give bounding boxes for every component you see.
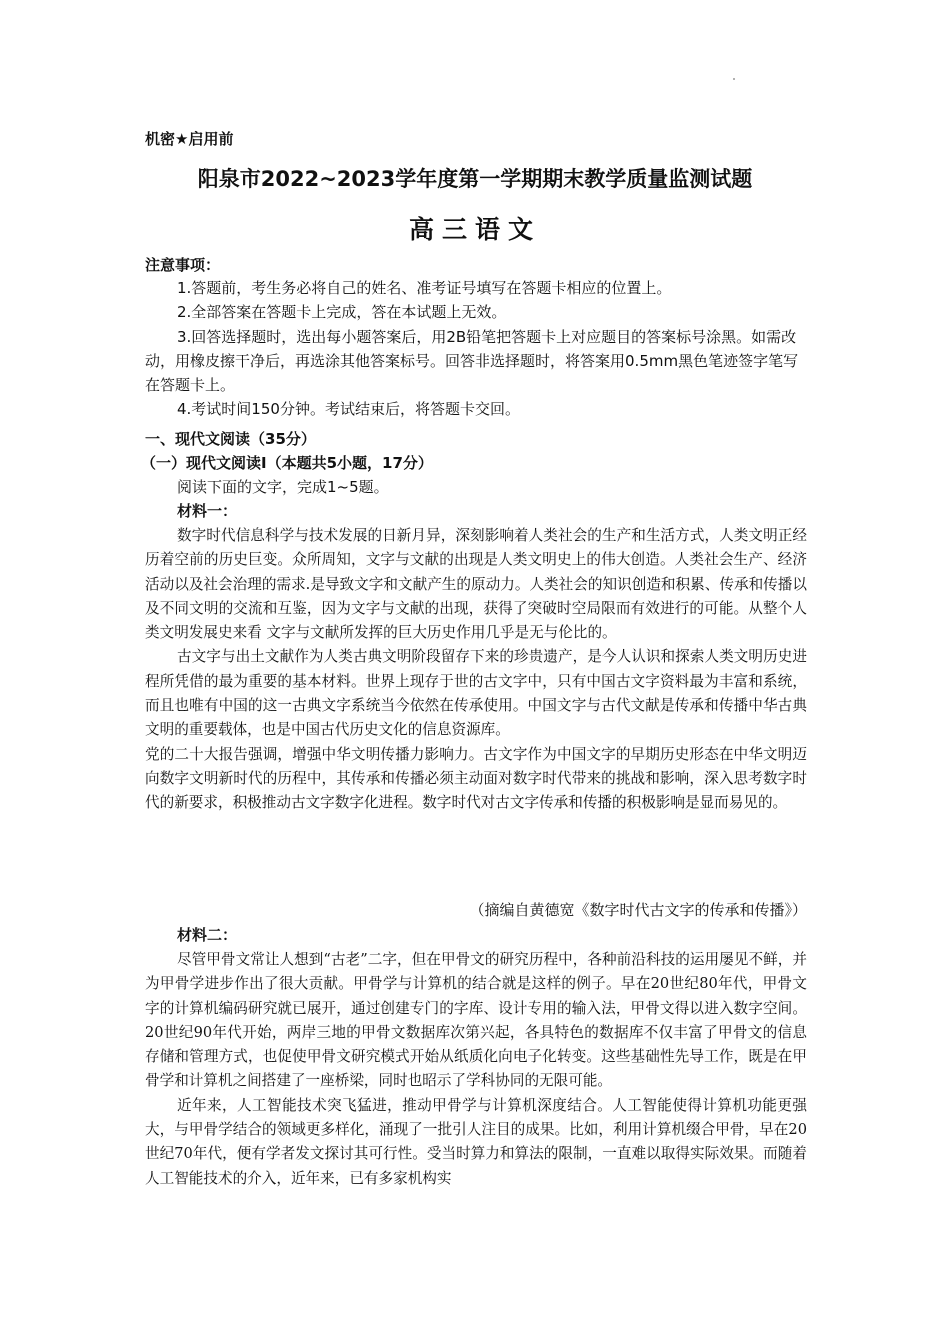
paragraph: 尽管甲骨文常让人想到“古老”二字，但在甲骨文的研究历程中，各种前沿科技的运用屡见不鲜，并为甲骨学进步作出了很大贡献。甲骨学与计算机的结合就是这样的例子。早在20世纪80年代，甲骨文字的计算机编码研究就已展开，通过创建专门的字库、设计专用的输入法，甲骨文得以进入数字空间。20世纪90年代开始，两岸三地的甲骨文数据库次第兴起，各具特色的数据库不仅丰富了甲骨文的信息存储和管理方式，也促使甲骨文研究模式开始从纸质化向电子化转变。这些基础性先导工作，既是在甲骨学和计算机之间搭建了一座桥梁，同时也昭示了学科协同的无限可能。 bbox=[145, 951, 807, 1090]
paragraph: 数字时代信息科学与技术发展的日新月异，深刻影响着人类社会的生产和生活方式，人类文明正经历着空前的历史巨变。众所周知，文字与文献的出现是人类文明史上的伟大创造。人类社会生产、经济活动以及社会治理的需求.是导致文字和文献产生的原动力。人类社会的知识创造和积累、传承和传播以及不同文明的交流和互鉴，因为文字与文献的出现，获得了突破时空局限而有效进行的可能。从整个人类文明发展史来看 文字与文献所发挥的巨大历史作用几乎是无与伦比的。 bbox=[145, 527, 807, 642]
subject-title: 高三语文 bbox=[408, 215, 541, 244]
stray-dot bbox=[733, 78, 735, 80]
paragraph: 近年来，人工智能技术突飞猛进，推动甲骨学与计算机深度结合。人工智能使得计算机功能更强大，与甲骨学结合的领域更多样化，涌现了一批引人注目的成果。比如，利用计算机缀合甲骨，早在20世纪70年代，便有学者发文探讨其可行性。受当时算力和算法的限制，一直难以取得实际效果。而随着人工智能技术的介入，近年来，已有多家机构实 bbox=[145, 1096, 807, 1187]
section-subtitle: （一）现代文阅读Ⅰ（本题共5小题，17分） bbox=[141, 454, 433, 472]
notice-heading: 注意事项： bbox=[145, 256, 221, 274]
notice-item: 1.答题前，考生务必将自己的姓名、准考证号填写在答题卡相应的位置上。 bbox=[177, 279, 672, 297]
paragraph: 党的二十大报告强调，增强中华文明传播力影响力。古文字作为中国文字的早期历史形态在中华文明迈向数字文明新时代的历程中，其传承和传播必须主动面对数字时代带来的挑战和影响，深入思考数字时代的新要求，积极推动古文字数字化进程。数字时代对古文字传承和传播的积极影响是显而易见的。 bbox=[145, 745, 807, 812]
confidential-label: 机密★启用前 bbox=[145, 130, 234, 148]
notice-list bbox=[145, 276, 805, 422]
section-title: 一、现代文阅读（35分） bbox=[145, 430, 316, 448]
material2-label: 材料二： bbox=[177, 926, 238, 944]
material1-source: （摘编自黄德宽《数字时代古文字的传承和传播》） bbox=[469, 901, 807, 919]
notice-item: 4.考试时间150分钟。考试结束后，将答题卡交回。 bbox=[177, 400, 520, 419]
section-instruction: 阅读下面的文字，完成1~5题。 bbox=[177, 478, 389, 496]
material1-text bbox=[145, 524, 807, 816]
material2-text bbox=[145, 948, 807, 1191]
notice-item: 3.回答选择题时，选出每小题答案后，用2B铅笔把答题卡上对应题目的答案标号涂黑。如需改动，用橡皮擦干净后，再选涂其他答案标号。回答非选择题时，将答案用0.5mm黑色笔迹签字笔写在答题卡上。 bbox=[145, 327, 799, 395]
exam-title: 阳泉市2022~2023学年度第一学期期末教学质量监测试题 bbox=[197, 167, 753, 191]
paragraph: 古文字与出土文献作为人类古典文明阶段留存下来的珍贵遗产，是今人认识和探索人类文明历史进程所凭借的最为重要的基本材料。世界上现存于世的古文字中，只有中国古文字资料最为丰富和系统，而且也唯有中国的这一古典文字系统当今依然在传承使用。中国文字与古代文献是传承和传播中华古典文明的重要载体，也是中国古代历史文化的信息资源库。 bbox=[145, 648, 807, 739]
notice-item: 2.全部答案在答题卡上完成，答在本试题上无效。 bbox=[177, 303, 507, 322]
material1-label: 材料一： bbox=[177, 502, 238, 520]
